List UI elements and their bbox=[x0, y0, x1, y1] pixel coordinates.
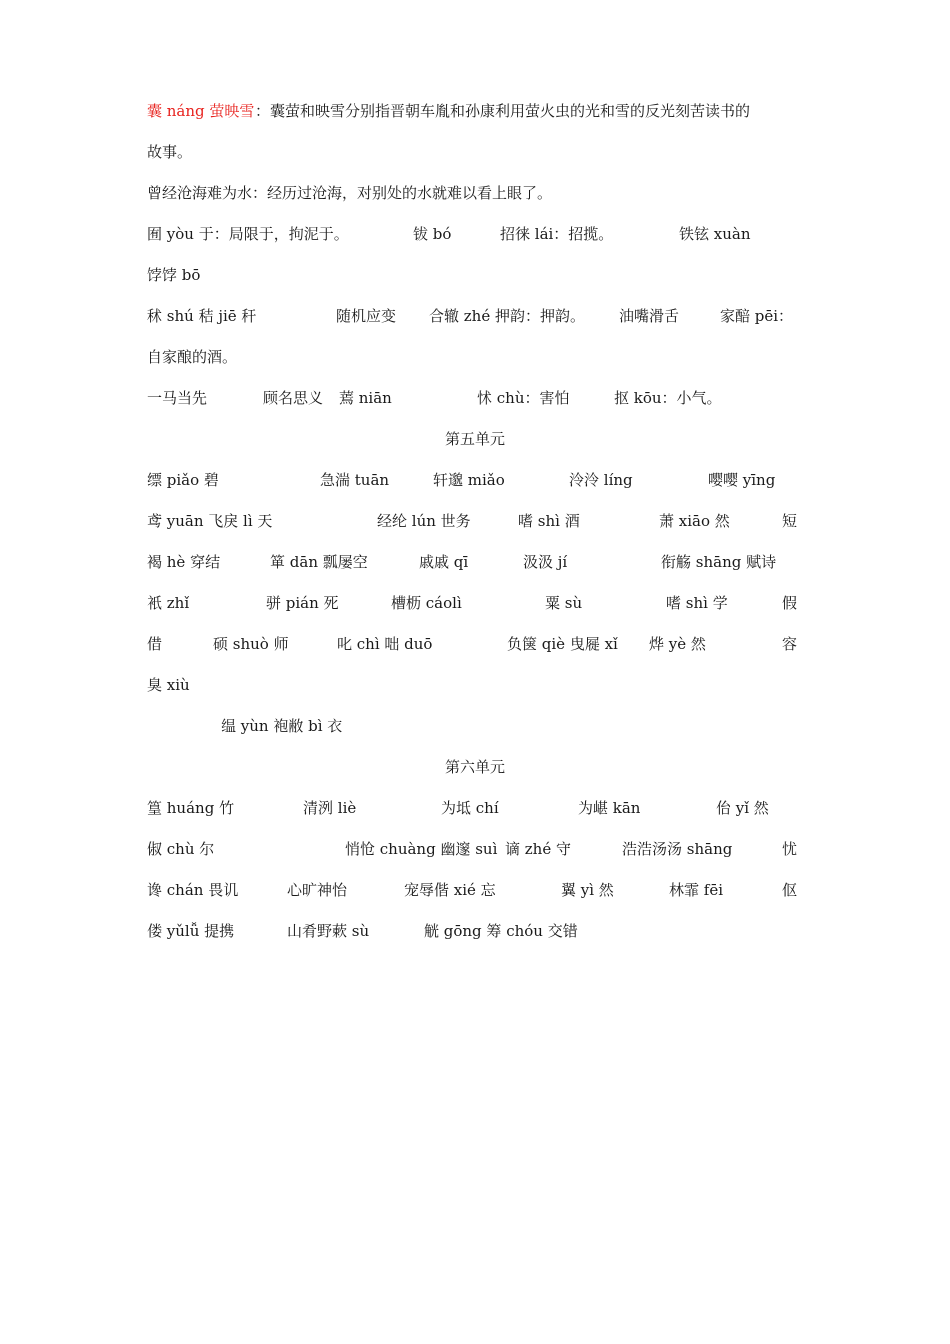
vocab-item: 叱 chì 咄 duō bbox=[337, 635, 433, 653]
unit6-row-2 bbox=[0, 837, 950, 861]
entry-text: 饽饽 bō bbox=[147, 266, 201, 284]
unit5-row-3 bbox=[0, 550, 950, 574]
vocab-item: 谪 zhé 守 bbox=[505, 840, 571, 858]
vocab-item: 翼 yì 然 bbox=[561, 881, 614, 899]
vocab-item: 箪 dān 瓢屡空 bbox=[270, 553, 368, 571]
vocab-item: 宠辱偕 xié 忘 bbox=[404, 881, 496, 899]
vocab-item: 戚戚 qī bbox=[419, 553, 469, 571]
entry-text: 招徕 lái：招揽。 bbox=[500, 225, 614, 243]
vocab-item: 佁 yǐ 然 bbox=[716, 799, 769, 817]
entry-text: 抠 kōu：小气。 bbox=[614, 389, 722, 407]
entry-text: 铁铉 xuàn bbox=[679, 225, 751, 243]
vocab-item: 偻 yǔlǚ 提携 bbox=[147, 922, 235, 940]
entry-row-bobo bbox=[0, 263, 950, 287]
entry-text: 顾名思义 bbox=[263, 389, 324, 407]
vocab-item: 浩浩汤汤 shāng bbox=[622, 840, 733, 858]
entry-text: 油嘴滑舌 bbox=[619, 307, 680, 325]
vocab-item: 悄怆 chuàng 幽邃 suì bbox=[345, 840, 498, 858]
vocab-item: 忧 bbox=[782, 840, 798, 858]
entry-row-pei bbox=[0, 345, 950, 369]
unit5-row-5 bbox=[0, 632, 950, 656]
unit5-row-2 bbox=[0, 509, 950, 533]
vocab-item: 臭 xiù bbox=[147, 676, 190, 694]
entry-text: 合辙 zhé 押韵：押韵。 bbox=[429, 307, 585, 325]
definition-nangying: ：囊萤和映雪分别指晋朝车胤和孙康利用萤火虫的光和雪的反光刻苦读书的 bbox=[255, 102, 751, 120]
entry-text: 钹 bó bbox=[413, 225, 452, 243]
entry-text: 蔫 niān bbox=[339, 389, 392, 407]
vocab-item: 槽枥 cáolì bbox=[391, 594, 462, 612]
entry-nangying bbox=[0, 99, 950, 123]
vocab-item: 缥 piǎo 碧 bbox=[147, 471, 219, 489]
vocab-item: 借 bbox=[147, 635, 163, 653]
vocab-item: 衹 zhǐ bbox=[147, 594, 190, 612]
entry-row-yima bbox=[0, 386, 950, 410]
vocab-item: 谗 chán 畏讥 bbox=[147, 881, 239, 899]
unit5-row-6 bbox=[0, 673, 950, 697]
vocab-item: 山肴野蔌 sù bbox=[287, 922, 370, 940]
entry-text: 自家酿的酒。 bbox=[147, 348, 238, 366]
unit6-row-3 bbox=[0, 878, 950, 902]
vocab-item: 为坻 chí bbox=[441, 799, 499, 817]
unit6-heading: 第六单元 bbox=[444, 758, 505, 776]
entry-text: 随机应变 bbox=[336, 307, 397, 325]
term-nangying: 囊 náng 萤映雪 bbox=[147, 102, 255, 120]
vocab-item: 缊 yùn 袍敝 bì 衣 bbox=[221, 717, 343, 735]
entry-text: 一马当先 bbox=[147, 389, 208, 407]
entry-text: 家醅 pēi： bbox=[720, 307, 794, 325]
entry-nangying-cont bbox=[0, 140, 950, 164]
vocab-item: 急湍 tuān bbox=[320, 471, 390, 489]
vocab-item: 为嵁 kān bbox=[578, 799, 641, 817]
vocab-item: 嗜 shì 酒 bbox=[518, 512, 580, 530]
unit6-row-1 bbox=[0, 796, 950, 820]
definition-nangying-cont: 故事。 bbox=[147, 143, 193, 161]
vocab-item: 轩邈 miǎo bbox=[433, 471, 505, 489]
vocab-item: 嘤嘤 yīng bbox=[708, 471, 776, 489]
vocab-item: 容 bbox=[782, 635, 798, 653]
entry-cengjing bbox=[0, 181, 950, 205]
vocab-item: 嗜 shì 学 bbox=[666, 594, 728, 612]
vocab-item: 伛 bbox=[782, 881, 798, 899]
vocab-item: 萧 xiāo 然 bbox=[659, 512, 730, 530]
vocab-item: 短 bbox=[782, 512, 798, 530]
entry-text: 曾经沧海难为水：经历过沧海，对别处的水就难以看上眼了。 bbox=[147, 184, 553, 202]
vocab-item: 衔觞 shāng 赋诗 bbox=[661, 553, 777, 571]
vocab-item: 烨 yè 然 bbox=[649, 635, 706, 653]
vocab-item: 褐 hè 穿结 bbox=[147, 553, 221, 571]
vocab-item: 清洌 liè bbox=[303, 799, 357, 817]
unit5-heading: 第五单元 bbox=[444, 430, 505, 448]
vocab-item: 心旷神怡 bbox=[287, 881, 348, 899]
vocab-item: 俶 chù 尔 bbox=[147, 840, 215, 858]
vocab-item: 篁 huáng 竹 bbox=[147, 799, 235, 817]
unit5-row-1 bbox=[0, 468, 950, 492]
entry-text: 怵 chù：害怕 bbox=[477, 389, 570, 407]
vocab-item: 泠泠 líng bbox=[569, 471, 633, 489]
vocab-item: 林霏 fēi bbox=[669, 881, 723, 899]
unit6-row-4 bbox=[0, 919, 950, 943]
vocab-item: 汲汲 jí bbox=[523, 553, 568, 571]
vocab-item: 假 bbox=[782, 594, 798, 612]
vocab-item: 硕 shuò 师 bbox=[213, 635, 289, 653]
vocab-item: 负箧 qiè 曳屣 xǐ bbox=[507, 635, 618, 653]
entry-row-you bbox=[0, 222, 950, 246]
entry-text: 秫 shú 秸 jiē 秆 bbox=[147, 307, 257, 325]
entry-text: 囿 yòu 于：局限于，拘泥于。 bbox=[147, 225, 349, 243]
entry-row-shujie bbox=[0, 304, 950, 328]
unit5-row-4 bbox=[0, 591, 950, 615]
vocab-item: 鸢 yuān 飞戾 lì 天 bbox=[147, 512, 273, 530]
vocab-item: 觥 gōng 筹 chóu 交错 bbox=[424, 922, 578, 940]
unit5-row-7 bbox=[0, 714, 950, 738]
vocab-item: 骈 pián 死 bbox=[266, 594, 339, 612]
vocab-item: 粟 sù bbox=[545, 594, 583, 612]
vocab-item: 经纶 lún 世务 bbox=[377, 512, 471, 530]
